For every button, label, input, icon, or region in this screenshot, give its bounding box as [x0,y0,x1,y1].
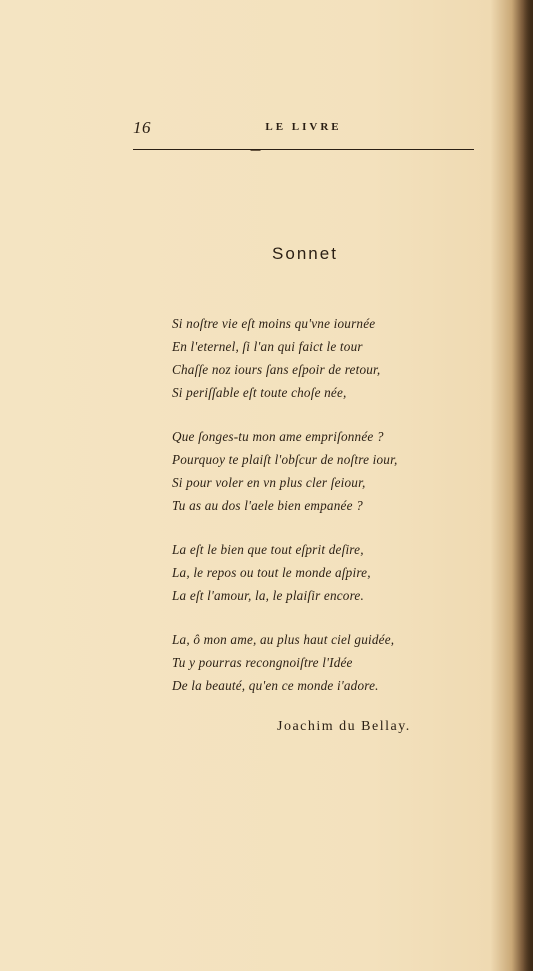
stanza [172,628,397,697]
poem-line: De la beauté, qu'en ce monde i'adore. [172,678,379,693]
poem-line: Tu y pourras recongnoiſtre l'Idée [172,655,353,670]
author-signature: Joachim du Bellay. [277,719,411,734]
stanza [172,425,397,517]
poem-title: Sonnet [272,244,338,263]
poem-line: La eſt le bien que tout eſprit deſire, [172,542,364,557]
page-edge-shadow [523,0,533,971]
poem-line: Si noſtre vie eſt moins qu'vne iournée [172,316,376,331]
poem-line: Tu as au dos l'aele bien empanée ? [172,498,363,513]
rule-mark [249,150,260,154]
poem-line: La, le repos ou tout le monde aſpire, [172,565,371,580]
poem-line: Chaſſe noz iours ſans eſpoir de retour, [172,362,381,377]
poem-line: Si periſſable eſt toute choſe née, [172,385,347,400]
poem-line: En l'eternel, ſi l'an qui faict le tour [172,339,363,354]
stanza [172,312,397,404]
poem-line: Que ſonges-tu mon ame empriſonnée ? [172,429,384,444]
stanza [172,538,397,607]
running-head: LE LIVRE [265,121,342,133]
poem-body [172,312,397,718]
poem-line: Pourquoy te plaiſt l'obſcur de noſtre iour, [172,452,398,467]
poem-line: La, ô mon ame, au plus haut ciel guidée, [172,632,395,647]
poem-line: Si pour voler en vn plus cler ſeiour, [172,475,366,490]
page-header [133,118,474,138]
page-number: 16 [133,118,151,137]
poem-line: La eſt l'amour, la, le plaiſir encore. [172,588,364,603]
header-rule [133,149,474,150]
